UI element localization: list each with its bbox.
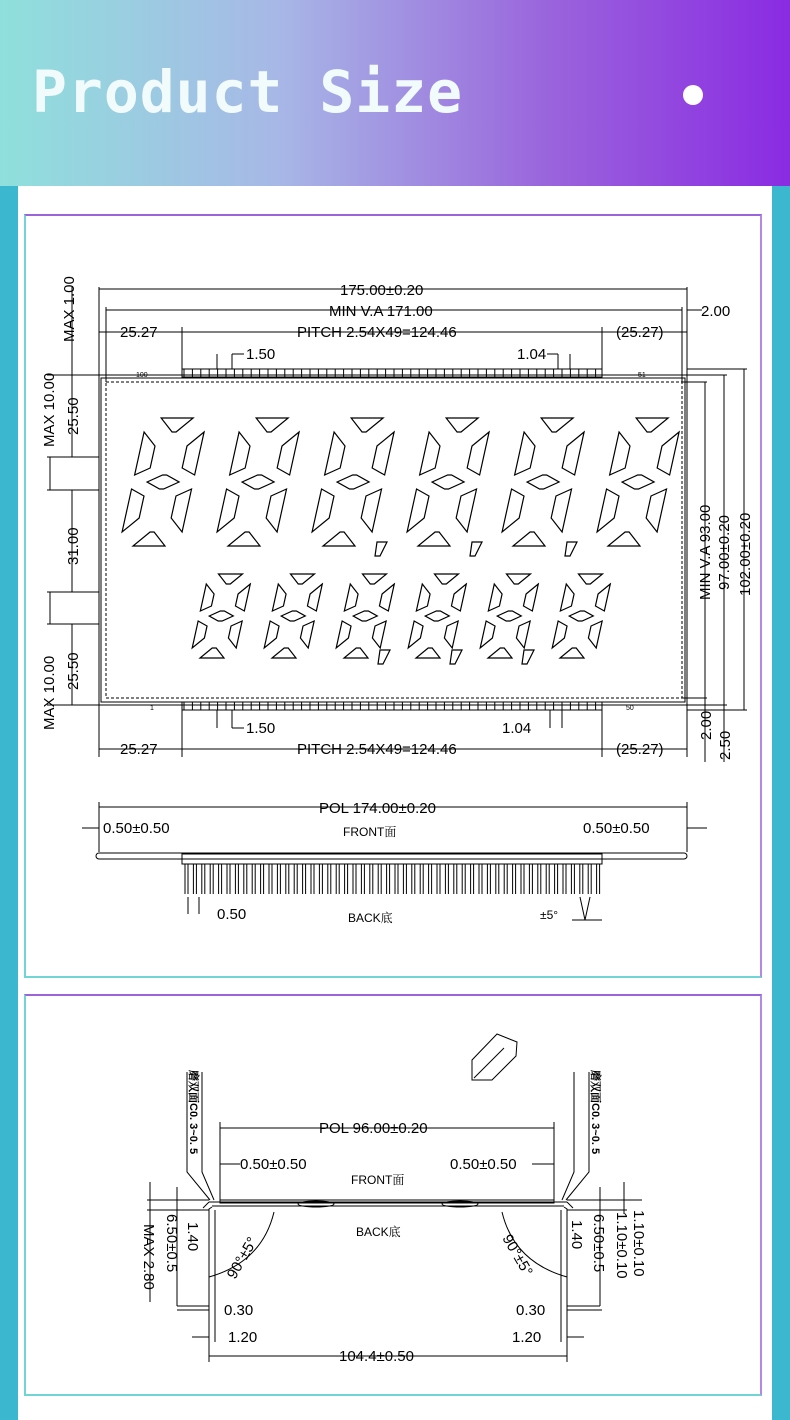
chamfer-right-label: 磨双面C0. 3~0. 5 — [589, 1070, 601, 1155]
left-25-27-bottom-label: 25.27 — [120, 741, 158, 758]
decimal-point — [375, 542, 387, 556]
pin-width-top-label: 1.50 — [246, 346, 276, 363]
section-view-drawing — [26, 996, 760, 1394]
min-va-width-label: MIN V.A 171.00 — [329, 303, 433, 320]
pitch-bottom-label: PITCH 2.54X49=124.46 — [297, 741, 457, 758]
pin-gap-top-label: 1.04 — [517, 346, 547, 363]
max-10-bottom-label: MAX 10.00 — [41, 655, 58, 730]
section-front-label: FRONT面 — [351, 1173, 405, 1187]
pol-174-label: POL 174.00±0.20 — [319, 800, 436, 817]
pin-50-label: 50 — [626, 705, 634, 712]
decimal-point — [450, 650, 462, 664]
seven-segment-digit — [312, 418, 394, 546]
chamfer-left-label: 磨双面C0. 3~0. 5 — [187, 1070, 199, 1155]
d030-left-label: 0.30 — [224, 1302, 254, 1319]
seven-segment-digit — [122, 418, 204, 546]
right-25-27-top-label: (25.27) — [616, 324, 664, 341]
right-25-27-bottom-label: (25.27) — [616, 741, 664, 758]
overall-width-label: 175.00±0.20 — [340, 282, 424, 299]
seven-segment-digit — [407, 418, 489, 546]
page-title: Product Size — [32, 58, 464, 126]
left-side-bar — [0, 186, 18, 1420]
section-right-label: 0.50±0.50 — [450, 1156, 517, 1173]
height-97-label: 97.00±0.20 — [716, 515, 733, 590]
pin-51-label: 51 — [638, 372, 646, 379]
seven-segment-digit — [217, 418, 299, 546]
right-side-bar — [772, 186, 790, 1420]
max-1-label: MAX 1.00 — [61, 276, 78, 342]
d25-50-bottom-label: 25.50 — [65, 652, 82, 690]
front-view-panel — [24, 214, 762, 978]
seven-segment-digit — [552, 574, 610, 658]
pin-100-label: 100 — [136, 372, 148, 379]
angle-label: ±5° — [540, 908, 559, 922]
seven-segment-digit — [192, 574, 250, 658]
seven-segment-digit — [264, 574, 322, 658]
decorative-dot — [683, 85, 703, 105]
left-25-27-top-label: 25.27 — [120, 324, 158, 341]
decimal-point — [470, 542, 482, 556]
d25-50-top-label: 25.50 — [65, 397, 82, 435]
d030-right-label: 0.30 — [516, 1302, 546, 1319]
d140-right-label: 1.40 — [568, 1220, 585, 1250]
pin-05-label: 0.50 — [217, 906, 247, 923]
angle-right-label: 90°±5° — [498, 1231, 536, 1280]
seven-segment-digit — [480, 574, 538, 658]
angle-left-label: 90°±5° — [223, 1234, 262, 1282]
decimal-point — [378, 650, 390, 664]
pin-1-label: 1 — [150, 705, 154, 712]
section-back-label: BACK底 — [356, 1225, 401, 1239]
header-banner — [0, 0, 790, 186]
right-2-label: 2.00 — [701, 303, 731, 320]
front-view-drawing — [26, 216, 760, 976]
back-label: BACK底 — [348, 911, 393, 925]
d120-right-label: 1.20 — [512, 1329, 542, 1346]
front-label: FRONT面 — [343, 825, 397, 839]
d110b-label: 1.10±0.10 — [630, 1210, 647, 1277]
section-view-panel — [24, 994, 762, 1396]
d140-left-label: 1.40 — [184, 1222, 201, 1252]
seven-segment-digit — [408, 574, 466, 658]
max-10-top-label: MAX 10.00 — [41, 372, 58, 447]
d650-left-label: 6.50±0.5 — [163, 1214, 180, 1273]
r2-50-label: 2.50 — [717, 730, 734, 760]
pin-width-bottom-label: 1.50 — [246, 720, 276, 737]
min-va-height-label: MIN V.A 93.00 — [697, 504, 714, 600]
pin-gap-bottom-label: 1.04 — [502, 720, 532, 737]
d650-right-label: 6.50±0.5 — [590, 1214, 607, 1273]
section-width-label: 104.4±0.50 — [339, 1348, 414, 1365]
seven-segment-digit — [597, 418, 679, 546]
section-left-label: 0.50±0.50 — [240, 1156, 307, 1173]
side-right-label: 0.50±0.50 — [583, 820, 650, 837]
seven-segment-digit — [502, 418, 584, 546]
r2-00-label: 2.00 — [698, 710, 715, 740]
side-left-label: 0.50±0.50 — [103, 820, 170, 837]
pitch-top-label: PITCH 2.54X49=124.46 — [297, 324, 457, 341]
d110a-label: 1.10±0.10 — [613, 1212, 630, 1279]
d120-left-label: 1.20 — [228, 1329, 258, 1346]
decimal-point — [522, 650, 534, 664]
d31-label: 31.00 — [65, 527, 82, 565]
pol-96-label: POL 96.00±0.20 — [319, 1120, 428, 1137]
height-102-label: 102.00±0.20 — [737, 512, 754, 596]
seven-segment-digit — [336, 574, 394, 658]
max-280-label: MAX 2.80 — [140, 1224, 157, 1290]
decimal-point — [565, 542, 577, 556]
